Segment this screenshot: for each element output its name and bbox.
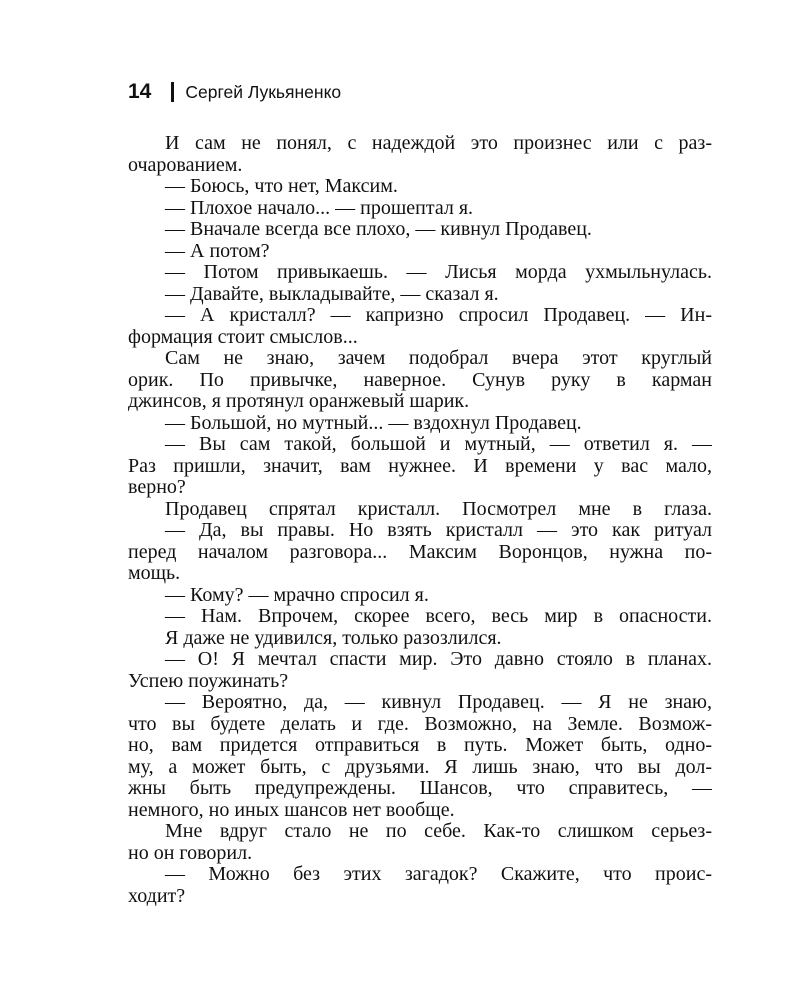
- text-line: что вы будете делать и где. Возможно, на Земле. Возмож-: [128, 713, 712, 735]
- text-line: — Да, вы правы. Но взять кристалл — это как ритуал: [165, 520, 712, 541]
- text-line: мощь.: [128, 562, 181, 584]
- running-header: [128, 79, 341, 105]
- text-line: — Вы сам такой, большой и мутный, — ответил я. —: [165, 434, 712, 455]
- text-line: И сам не понял, с надеждой это произнес или с раз-: [165, 133, 712, 154]
- text-line: — Давайте, выкладывайте, — сказал я.: [165, 282, 499, 305]
- text-line: но он говорил.: [128, 841, 253, 864]
- text-line: — Вероятно, да, — кивнул Продавец. — Я не знаю,: [165, 692, 712, 713]
- page-number: 14: [128, 80, 152, 103]
- text-line: жны быть предупреждены. Шансов, что справитесь, —: [128, 778, 712, 799]
- text-line: — Потом привыкаешь. — Лисья морда ухмыльнулась.: [165, 262, 712, 283]
- page-body-text: [128, 133, 712, 907]
- text-line: верно?: [128, 476, 186, 498]
- text-line: — Можно без этих загадок? Скажите, что проис-: [165, 864, 712, 885]
- text-line: му, а может быть, с друзьями. Я лишь знаю, что вы дол-: [128, 756, 712, 778]
- text-line: — О! Я мечтал спасти мир. Это давно стояло в планах.: [165, 649, 712, 670]
- text-line: Сам не знаю, зачем подобрал вчера этот круглый: [165, 348, 712, 369]
- text-line: орик. По привычке, наверное. Сунув руку в карман: [128, 369, 712, 391]
- header-separator: [171, 82, 174, 102]
- text-line: очарованием.: [128, 153, 243, 176]
- text-line: джинсов, я протянул оранжевый шарик.: [128, 390, 470, 412]
- text-line: Я даже не удивился, только разозлился.: [165, 626, 502, 649]
- text-line: немного, но иных шансов нет вообще.: [128, 798, 455, 821]
- text-line: перед началом разговора... Максим Воронцов, нужна по-: [128, 541, 712, 563]
- author-name: Сергей Лукьяненко: [185, 81, 342, 102]
- text-line: Успею поужинать?: [128, 669, 289, 692]
- text-line: — Большой, но мутный... — вздохнул Продавец.: [165, 411, 582, 434]
- text-line: — Кому? — мрачно спросил я.: [165, 583, 429, 606]
- text-line: Раз пришли, значит, вам нужнее. И времени у вас мало,: [128, 455, 712, 477]
- text-line: — А потом?: [165, 239, 270, 262]
- text-line: Мне вдруг стало не по себе. Как-то слишком серьез-: [165, 821, 712, 842]
- text-line: — Боюсь, что нет, Максим.: [165, 175, 398, 197]
- text-line: Продавец спрятал кристалл. Посмотрел мне в глаза.: [165, 498, 712, 520]
- text-line: — Нам. Впрочем, скорее всего, весь мир в опасности.: [165, 606, 712, 627]
- text-line: ходит?: [128, 884, 186, 907]
- text-line: формация стоит смыслов...: [128, 325, 358, 348]
- text-line: но, вам придется отправиться в путь. Может быть, одно-: [128, 735, 712, 756]
- text-line: — А кристалл? — капризно спросил Продавец. — Ин-: [165, 305, 712, 326]
- text-line: — Вначале всегда все плохо, — кивнул Продавец.: [165, 218, 592, 240]
- text-line: — Плохое начало... — прошептал я.: [165, 196, 474, 219]
